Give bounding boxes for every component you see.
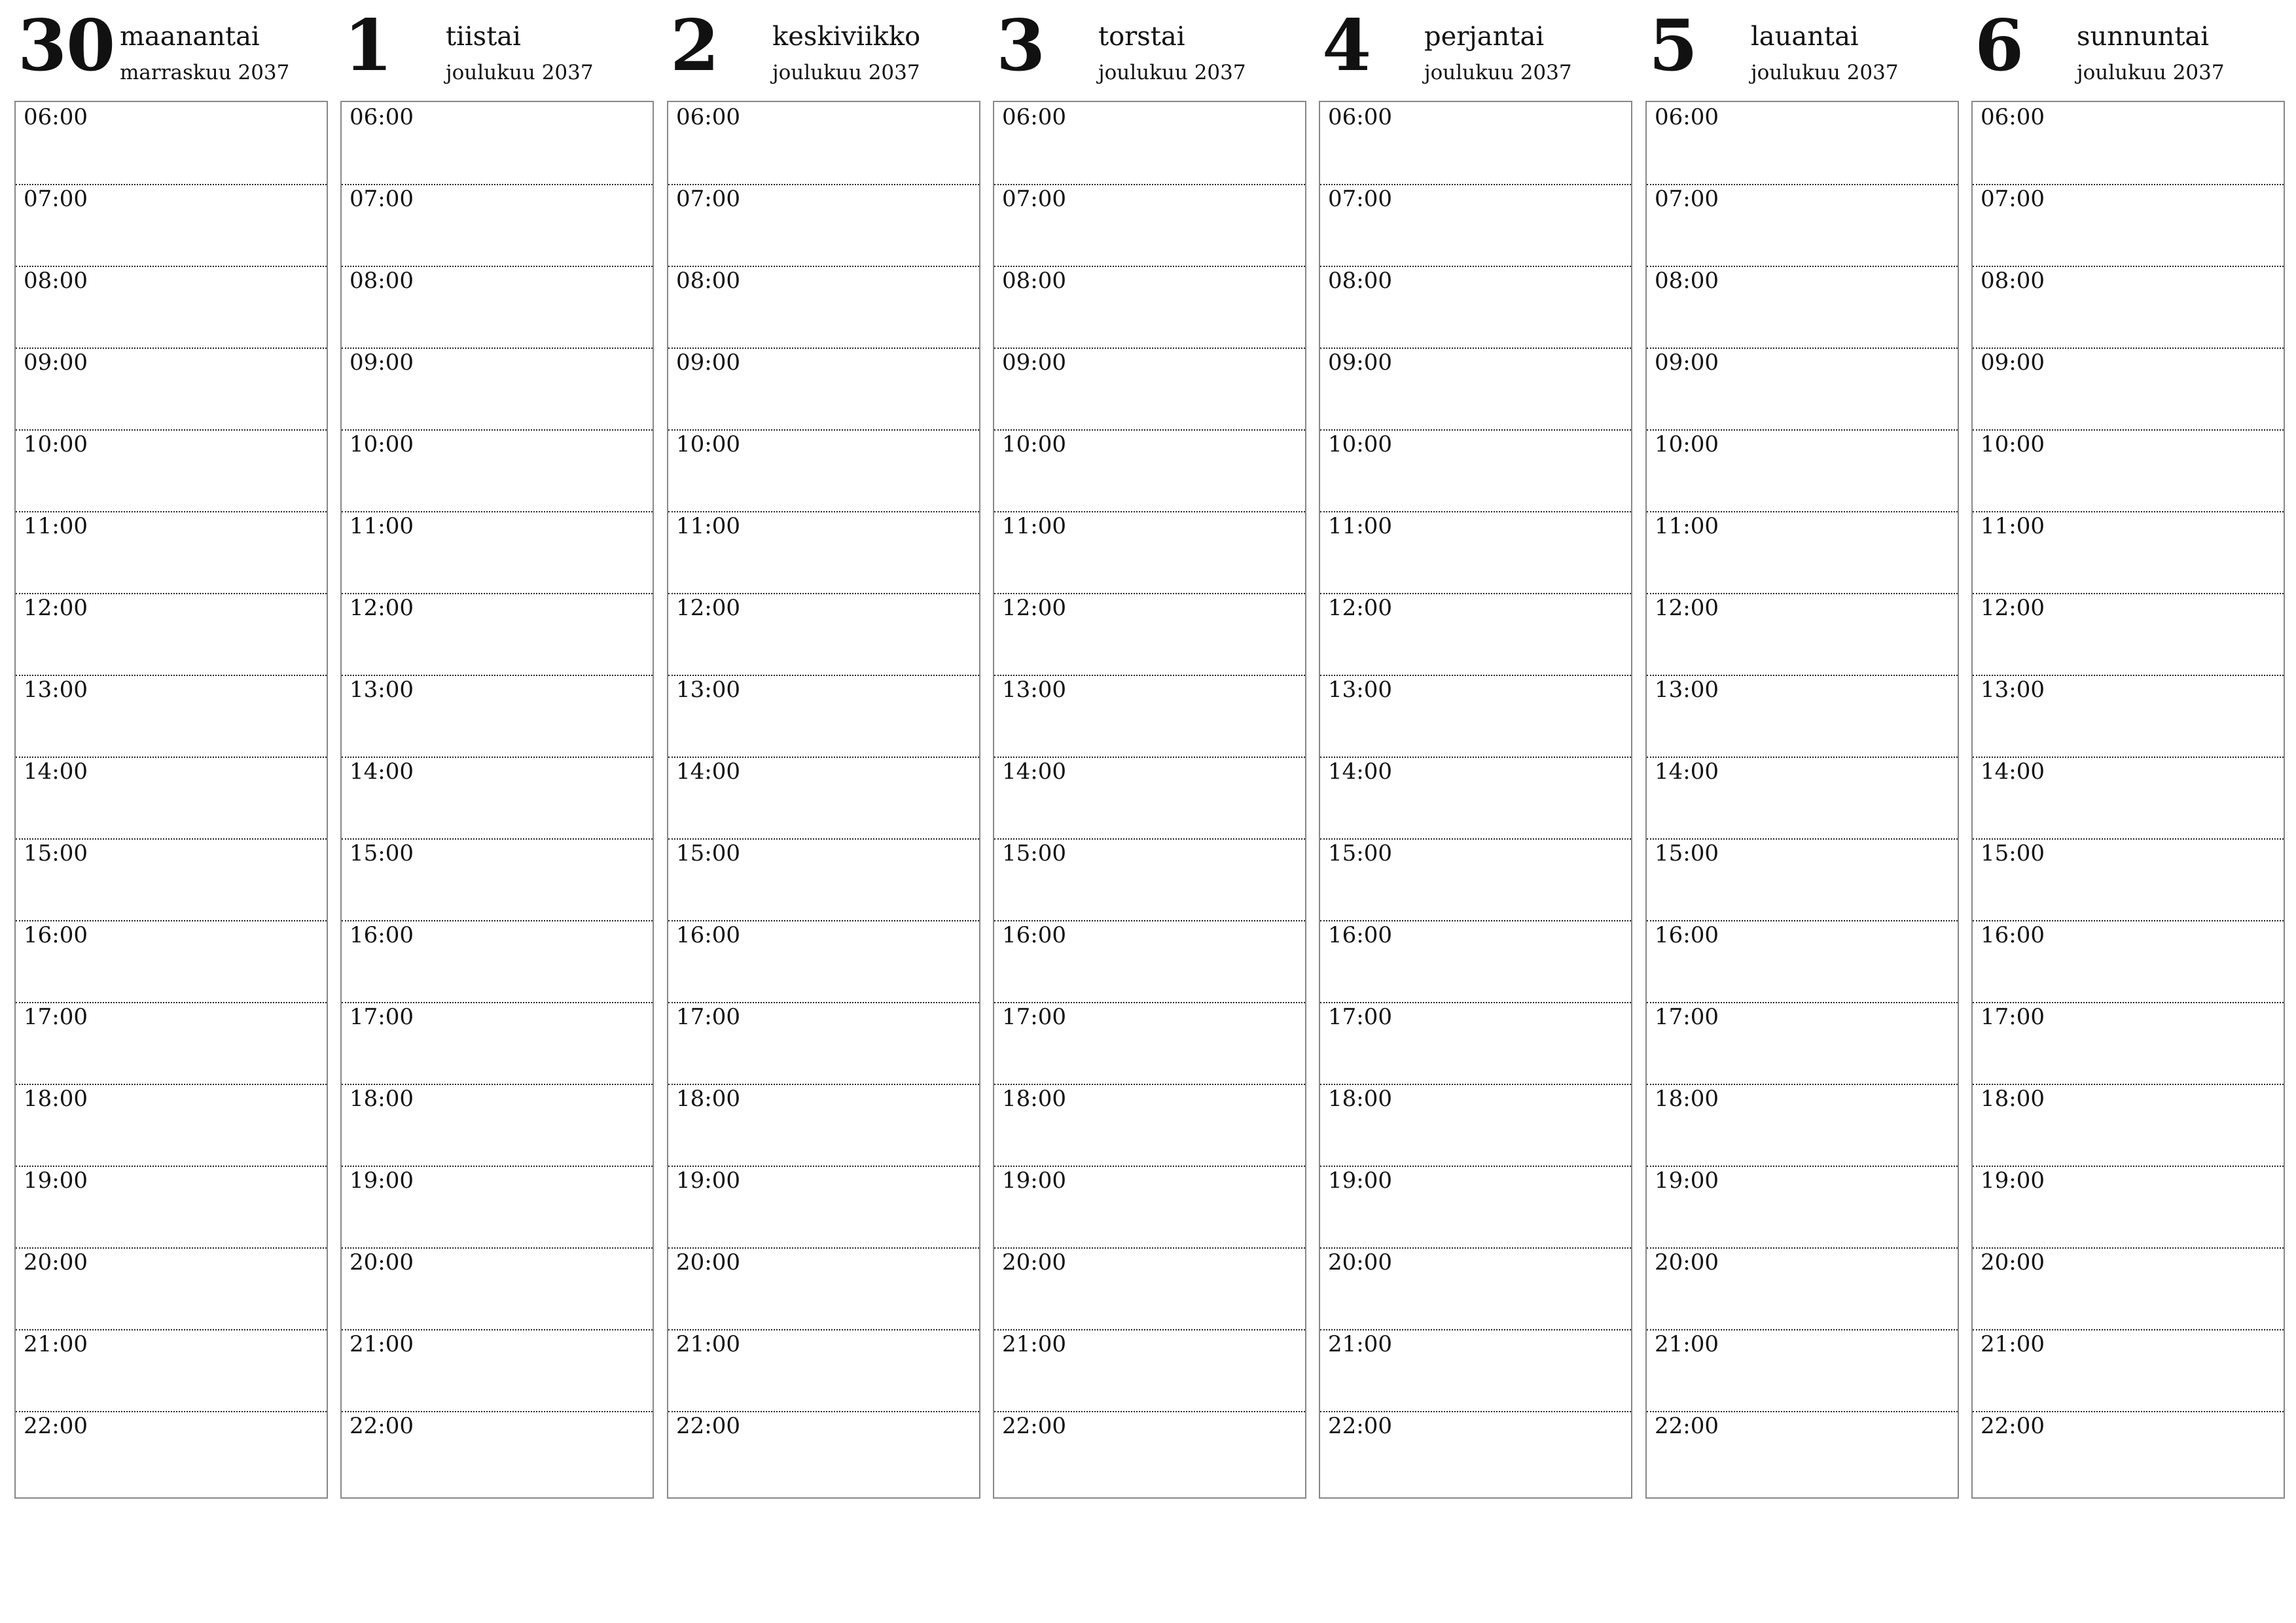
hour-label: 20:00: [350, 1249, 414, 1275]
hour-slot[interactable]: [1973, 511, 2284, 594]
hour-label: 19:00: [676, 1168, 740, 1194]
hour-slot[interactable]: [668, 266, 979, 349]
hour-slot[interactable]: [1973, 838, 2284, 921]
hour-slot[interactable]: [16, 675, 327, 758]
hour-label: 18:00: [1655, 1086, 1719, 1112]
hour-label: 19:00: [1655, 1168, 1719, 1194]
hour-slot[interactable]: [342, 1002, 653, 1085]
hour-label: 18:00: [1981, 1086, 2045, 1112]
hour-label: 06:00: [1981, 104, 2045, 130]
hour-label: 22:00: [1981, 1413, 2045, 1439]
hour-slot[interactable]: [342, 184, 653, 267]
day-column: [1971, 0, 2285, 1502]
hour-slot[interactable]: [668, 1002, 979, 1085]
day-number: 2: [670, 5, 719, 87]
hour-label: 08:00: [1328, 268, 1392, 294]
hour-slot[interactable]: [994, 675, 1305, 758]
hour-slot[interactable]: [342, 1247, 653, 1330]
hour-label: 17:00: [1981, 1004, 2045, 1030]
hour-slot[interactable]: [994, 838, 1305, 921]
hour-label: 15:00: [1002, 840, 1066, 866]
weekday-name: keskiviikko: [772, 22, 921, 52]
weekday-name: perjantai: [1424, 22, 1545, 52]
hour-slot[interactable]: [1320, 838, 1631, 921]
hour-slot[interactable]: [668, 593, 979, 676]
hour-slot[interactable]: [994, 1166, 1305, 1249]
hour-label: 22:00: [1002, 1413, 1066, 1439]
day-number: 3: [996, 5, 1045, 87]
hour-slot[interactable]: [342, 511, 653, 594]
hour-slot[interactable]: [668, 1247, 979, 1330]
hour-slot[interactable]: [342, 838, 653, 921]
day-column: [340, 0, 654, 1502]
hour-slot[interactable]: [668, 348, 979, 431]
hour-label: 20:00: [1655, 1249, 1719, 1275]
hour-slot[interactable]: [668, 1411, 979, 1493]
hour-label: 21:00: [1002, 1331, 1066, 1357]
hour-label: 09:00: [1002, 349, 1066, 376]
month-year: joulukuu 2037: [446, 61, 594, 84]
hour-slot[interactable]: [16, 102, 327, 185]
hour-label: 13:00: [1328, 677, 1392, 703]
hour-label: 18:00: [1002, 1086, 1066, 1112]
hour-label: 17:00: [1655, 1004, 1719, 1030]
hour-slot[interactable]: [1647, 511, 1958, 594]
hour-slot[interactable]: [1647, 920, 1958, 1003]
hour-label: 17:00: [24, 1004, 88, 1030]
hour-slot[interactable]: [1320, 102, 1631, 185]
hour-label: 13:00: [1655, 677, 1719, 703]
hour-slot[interactable]: [994, 1247, 1305, 1330]
hour-slot[interactable]: [668, 1329, 979, 1412]
hour-label: 15:00: [1981, 840, 2045, 866]
hour-slot[interactable]: [1647, 1411, 1958, 1493]
hour-label: 15:00: [1655, 840, 1719, 866]
hour-slot[interactable]: [16, 593, 327, 676]
hour-label: 09:00: [1981, 349, 2045, 376]
hour-label: 16:00: [24, 922, 88, 948]
hour-label: 06:00: [350, 104, 414, 130]
hour-slot[interactable]: [1647, 1329, 1958, 1412]
hour-slot[interactable]: [994, 266, 1305, 349]
hour-slot[interactable]: [1973, 1084, 2284, 1167]
hour-slot[interactable]: [994, 1411, 1305, 1493]
hour-slot[interactable]: [1647, 1084, 1958, 1167]
hour-slot[interactable]: [994, 1002, 1305, 1085]
hour-slot[interactable]: [342, 1411, 653, 1493]
hour-slot[interactable]: [668, 1084, 979, 1167]
hour-label: 06:00: [1328, 104, 1392, 130]
hour-label: 11:00: [1981, 513, 2045, 539]
hour-label: 16:00: [1981, 922, 2045, 948]
hour-slot[interactable]: [1973, 920, 2284, 1003]
hour-label: 14:00: [1328, 758, 1392, 785]
hour-slot[interactable]: [994, 102, 1305, 185]
month-year: joulukuu 2037: [1751, 61, 1899, 84]
hour-label: 21:00: [24, 1331, 88, 1357]
hour-slot[interactable]: [1647, 266, 1958, 349]
hour-label: 10:00: [24, 431, 88, 457]
hour-label: 21:00: [1981, 1331, 2045, 1357]
hour-label: 10:00: [1002, 431, 1066, 457]
day-column: [667, 0, 980, 1502]
hour-slot[interactable]: [668, 920, 979, 1003]
hour-slot[interactable]: [1320, 1411, 1631, 1493]
hour-slot[interactable]: [668, 511, 979, 594]
hour-label: 21:00: [1655, 1331, 1719, 1357]
hour-slot[interactable]: [16, 266, 327, 349]
hour-label: 14:00: [24, 758, 88, 785]
weekday-name: sunnuntai: [2077, 22, 2210, 52]
hour-slot[interactable]: [1320, 1166, 1631, 1249]
hour-slot[interactable]: [16, 511, 327, 594]
day-schedule-box: [1971, 101, 2285, 1499]
hour-label: 07:00: [24, 186, 88, 212]
hour-label: 08:00: [676, 268, 740, 294]
hour-slot[interactable]: [1647, 675, 1958, 758]
hour-slot[interactable]: [342, 429, 653, 512]
hour-slot[interactable]: [1320, 757, 1631, 840]
hour-label: 09:00: [350, 349, 414, 376]
hour-label: 07:00: [676, 186, 740, 212]
hour-label: 19:00: [1002, 1168, 1066, 1194]
hour-label: 14:00: [1981, 758, 2045, 785]
hour-slot[interactable]: [1320, 920, 1631, 1003]
weekday-name: tiistai: [446, 22, 521, 52]
hour-slot[interactable]: [1320, 184, 1631, 267]
weekday-name: maanantai: [120, 22, 260, 52]
hour-label: 18:00: [1328, 1086, 1392, 1112]
hour-slot[interactable]: [1320, 593, 1631, 676]
hour-slot[interactable]: [1973, 1247, 2284, 1330]
day-number: 5: [1649, 5, 1698, 87]
hour-label: 14:00: [676, 758, 740, 785]
day-header: [1319, 0, 1632, 101]
hour-slot[interactable]: [1973, 348, 2284, 431]
hour-slot[interactable]: [668, 1166, 979, 1249]
hour-slot[interactable]: [994, 1084, 1305, 1167]
hour-slot[interactable]: [1973, 1411, 2284, 1493]
hour-slot[interactable]: [994, 757, 1305, 840]
hour-label: 14:00: [350, 758, 414, 785]
hour-slot[interactable]: [16, 1411, 327, 1493]
hour-label: 07:00: [1655, 186, 1719, 212]
hour-label: 11:00: [1328, 513, 1392, 539]
hour-label: 22:00: [676, 1413, 740, 1439]
hour-slot[interactable]: [342, 675, 653, 758]
hour-label: 08:00: [1981, 268, 2045, 294]
hour-slot[interactable]: [668, 429, 979, 512]
hour-label: 19:00: [350, 1168, 414, 1194]
hour-slot[interactable]: [1647, 102, 1958, 185]
hour-label: 19:00: [1981, 1168, 2045, 1194]
day-column: [993, 0, 1306, 1502]
hour-label: 09:00: [676, 349, 740, 376]
hour-slot[interactable]: [1320, 1247, 1631, 1330]
hour-slot[interactable]: [16, 1084, 327, 1167]
hour-slot[interactable]: [1973, 593, 2284, 676]
weekday-name: torstai: [1098, 22, 1185, 52]
hour-slot[interactable]: [1320, 348, 1631, 431]
hour-slot[interactable]: [16, 184, 327, 267]
hour-slot[interactable]: [1320, 675, 1631, 758]
hour-label: 10:00: [676, 431, 740, 457]
day-header: [1645, 0, 1959, 101]
hour-label: 22:00: [350, 1413, 414, 1439]
weekday-name: lauantai: [1751, 22, 1859, 52]
hour-slot[interactable]: [994, 348, 1305, 431]
hour-slot[interactable]: [16, 1166, 327, 1249]
day-header: [993, 0, 1306, 101]
day-column: [14, 0, 328, 1502]
hour-label: 18:00: [676, 1086, 740, 1112]
hour-label: 11:00: [1655, 513, 1719, 539]
month-year: marraskuu 2037: [120, 61, 290, 84]
hour-slot[interactable]: [1320, 1084, 1631, 1167]
hour-label: 13:00: [350, 677, 414, 703]
day-header: [667, 0, 980, 101]
hour-slot[interactable]: [1973, 1002, 2284, 1085]
hour-label: 15:00: [350, 840, 414, 866]
hour-label: 17:00: [1328, 1004, 1392, 1030]
hour-slot[interactable]: [342, 757, 653, 840]
hour-label: 15:00: [24, 840, 88, 866]
hour-label: 08:00: [24, 268, 88, 294]
hour-slot[interactable]: [994, 429, 1305, 512]
hour-slot[interactable]: [1320, 429, 1631, 512]
hour-slot[interactable]: [994, 511, 1305, 594]
hour-label: 12:00: [1981, 595, 2045, 621]
hour-slot[interactable]: [342, 593, 653, 676]
hour-label: 14:00: [1655, 758, 1719, 785]
hour-label: 12:00: [1655, 595, 1719, 621]
hour-label: 07:00: [350, 186, 414, 212]
hour-slot[interactable]: [1647, 1166, 1958, 1249]
hour-label: 16:00: [1002, 922, 1066, 948]
hour-slot[interactable]: [342, 920, 653, 1003]
hour-label: 10:00: [1655, 431, 1719, 457]
hour-slot[interactable]: [668, 757, 979, 840]
hour-label: 08:00: [350, 268, 414, 294]
hour-label: 21:00: [676, 1331, 740, 1357]
hour-label: 19:00: [24, 1168, 88, 1194]
day-number: 1: [344, 5, 393, 87]
day-header: [1971, 0, 2285, 101]
hour-slot[interactable]: [994, 184, 1305, 267]
hour-label: 20:00: [676, 1249, 740, 1275]
hour-slot[interactable]: [1973, 184, 2284, 267]
hour-slot[interactable]: [668, 102, 979, 185]
hour-label: 11:00: [1002, 513, 1066, 539]
hour-slot[interactable]: [1647, 429, 1958, 512]
hour-label: 22:00: [1655, 1413, 1719, 1439]
hour-slot[interactable]: [16, 757, 327, 840]
hour-slot[interactable]: [342, 1166, 653, 1249]
hour-label: 20:00: [1002, 1249, 1066, 1275]
hour-slot[interactable]: [16, 1329, 327, 1412]
hour-slot[interactable]: [1320, 511, 1631, 594]
hour-label: 17:00: [676, 1004, 740, 1030]
hour-label: 15:00: [1328, 840, 1392, 866]
hour-slot[interactable]: [1647, 593, 1958, 676]
hour-slot[interactable]: [1647, 757, 1958, 840]
hour-slot[interactable]: [668, 838, 979, 921]
month-year: joulukuu 2037: [1098, 61, 1246, 84]
hour-label: 12:00: [1002, 595, 1066, 621]
hour-label: 15:00: [676, 840, 740, 866]
hour-label: 20:00: [1328, 1249, 1392, 1275]
hour-label: 14:00: [1002, 758, 1066, 785]
day-column: [1645, 0, 1959, 1502]
hour-label: 10:00: [1328, 431, 1392, 457]
hour-slot[interactable]: [16, 1002, 327, 1085]
day-header: [340, 0, 654, 101]
day-schedule-box: [1645, 101, 1959, 1499]
hour-label: 18:00: [350, 1086, 414, 1112]
hour-slot[interactable]: [16, 1247, 327, 1330]
day-column: [1319, 0, 1632, 1502]
hour-label: 11:00: [676, 513, 740, 539]
hour-slot[interactable]: [1320, 266, 1631, 349]
hour-label: 13:00: [1981, 677, 2045, 703]
hour-slot[interactable]: [1647, 184, 1958, 267]
hour-slot[interactable]: [1647, 838, 1958, 921]
hour-label: 07:00: [1328, 186, 1392, 212]
hour-slot[interactable]: [1647, 1247, 1958, 1330]
hour-label: 22:00: [1328, 1413, 1392, 1439]
hour-label: 20:00: [24, 1249, 88, 1275]
hour-slot[interactable]: [16, 838, 327, 921]
hour-slot[interactable]: [994, 920, 1305, 1003]
day-schedule-box: [667, 101, 980, 1499]
hour-label: 21:00: [350, 1331, 414, 1357]
day-schedule-box: [1319, 101, 1632, 1499]
hour-label: 12:00: [676, 595, 740, 621]
hour-slot[interactable]: [1320, 1329, 1631, 1412]
hour-slot[interactable]: [1973, 1329, 2284, 1412]
hour-slot[interactable]: [668, 675, 979, 758]
hour-slot[interactable]: [668, 184, 979, 267]
hour-label: 22:00: [24, 1413, 88, 1439]
hour-label: 13:00: [1002, 677, 1066, 703]
hour-label: 12:00: [1328, 595, 1392, 621]
day-schedule-box: [993, 101, 1306, 1499]
hour-label: 11:00: [24, 513, 88, 539]
hour-label: 21:00: [1328, 1331, 1392, 1357]
hour-label: 11:00: [350, 513, 414, 539]
hour-label: 09:00: [24, 349, 88, 376]
month-year: joulukuu 2037: [772, 61, 920, 84]
hour-slot[interactable]: [16, 920, 327, 1003]
hour-label: 10:00: [350, 431, 414, 457]
hour-slot[interactable]: [16, 429, 327, 512]
hour-label: 10:00: [1981, 431, 2045, 457]
day-header: [14, 0, 328, 101]
hour-label: 12:00: [350, 595, 414, 621]
day-number: 4: [1322, 5, 1371, 87]
day-schedule-box: [14, 101, 328, 1499]
hour-slot[interactable]: [342, 1084, 653, 1167]
hour-slot[interactable]: [342, 266, 653, 349]
hour-slot[interactable]: [1973, 102, 2284, 185]
hour-slot[interactable]: [342, 102, 653, 185]
hour-slot[interactable]: [16, 348, 327, 431]
hour-slot[interactable]: [1973, 757, 2284, 840]
hour-slot[interactable]: [1320, 1002, 1631, 1085]
month-year: joulukuu 2037: [2077, 61, 2225, 84]
hour-slot[interactable]: [1973, 1166, 2284, 1249]
hour-label: 16:00: [1655, 922, 1719, 948]
hour-slot[interactable]: [342, 1329, 653, 1412]
day-number: 30: [18, 5, 115, 87]
hour-label: 19:00: [1328, 1168, 1392, 1194]
hour-label: 13:00: [24, 677, 88, 703]
hour-label: 06:00: [24, 104, 88, 130]
hour-slot[interactable]: [1647, 1002, 1958, 1085]
hour-label: 16:00: [1328, 922, 1392, 948]
hour-slot[interactable]: [1973, 675, 2284, 758]
hour-label: 13:00: [676, 677, 740, 703]
hour-label: 07:00: [1981, 186, 2045, 212]
hour-label: 12:00: [24, 595, 88, 621]
hour-label: 06:00: [1655, 104, 1719, 130]
hour-label: 09:00: [1328, 349, 1392, 376]
day-schedule-box: [340, 101, 654, 1499]
hour-slot[interactable]: [342, 348, 653, 431]
hour-slot[interactable]: [1973, 266, 2284, 349]
hour-label: 08:00: [1655, 268, 1719, 294]
hour-label: 09:00: [1655, 349, 1719, 376]
hour-label: 20:00: [1981, 1249, 2045, 1275]
hour-label: 06:00: [1002, 104, 1066, 130]
month-year: joulukuu 2037: [1424, 61, 1572, 84]
hour-slot[interactable]: [1973, 429, 2284, 512]
hour-label: 06:00: [676, 104, 740, 130]
hour-label: 18:00: [24, 1086, 88, 1112]
day-number: 6: [1975, 5, 2024, 87]
hour-slot[interactable]: [994, 593, 1305, 676]
hour-label: 08:00: [1002, 268, 1066, 294]
hour-label: 16:00: [676, 922, 740, 948]
hour-label: 16:00: [350, 922, 414, 948]
hour-label: 17:00: [350, 1004, 414, 1030]
hour-label: 17:00: [1002, 1004, 1066, 1030]
hour-slot[interactable]: [994, 1329, 1305, 1412]
hour-label: 07:00: [1002, 186, 1066, 212]
hour-slot[interactable]: [1647, 348, 1958, 431]
